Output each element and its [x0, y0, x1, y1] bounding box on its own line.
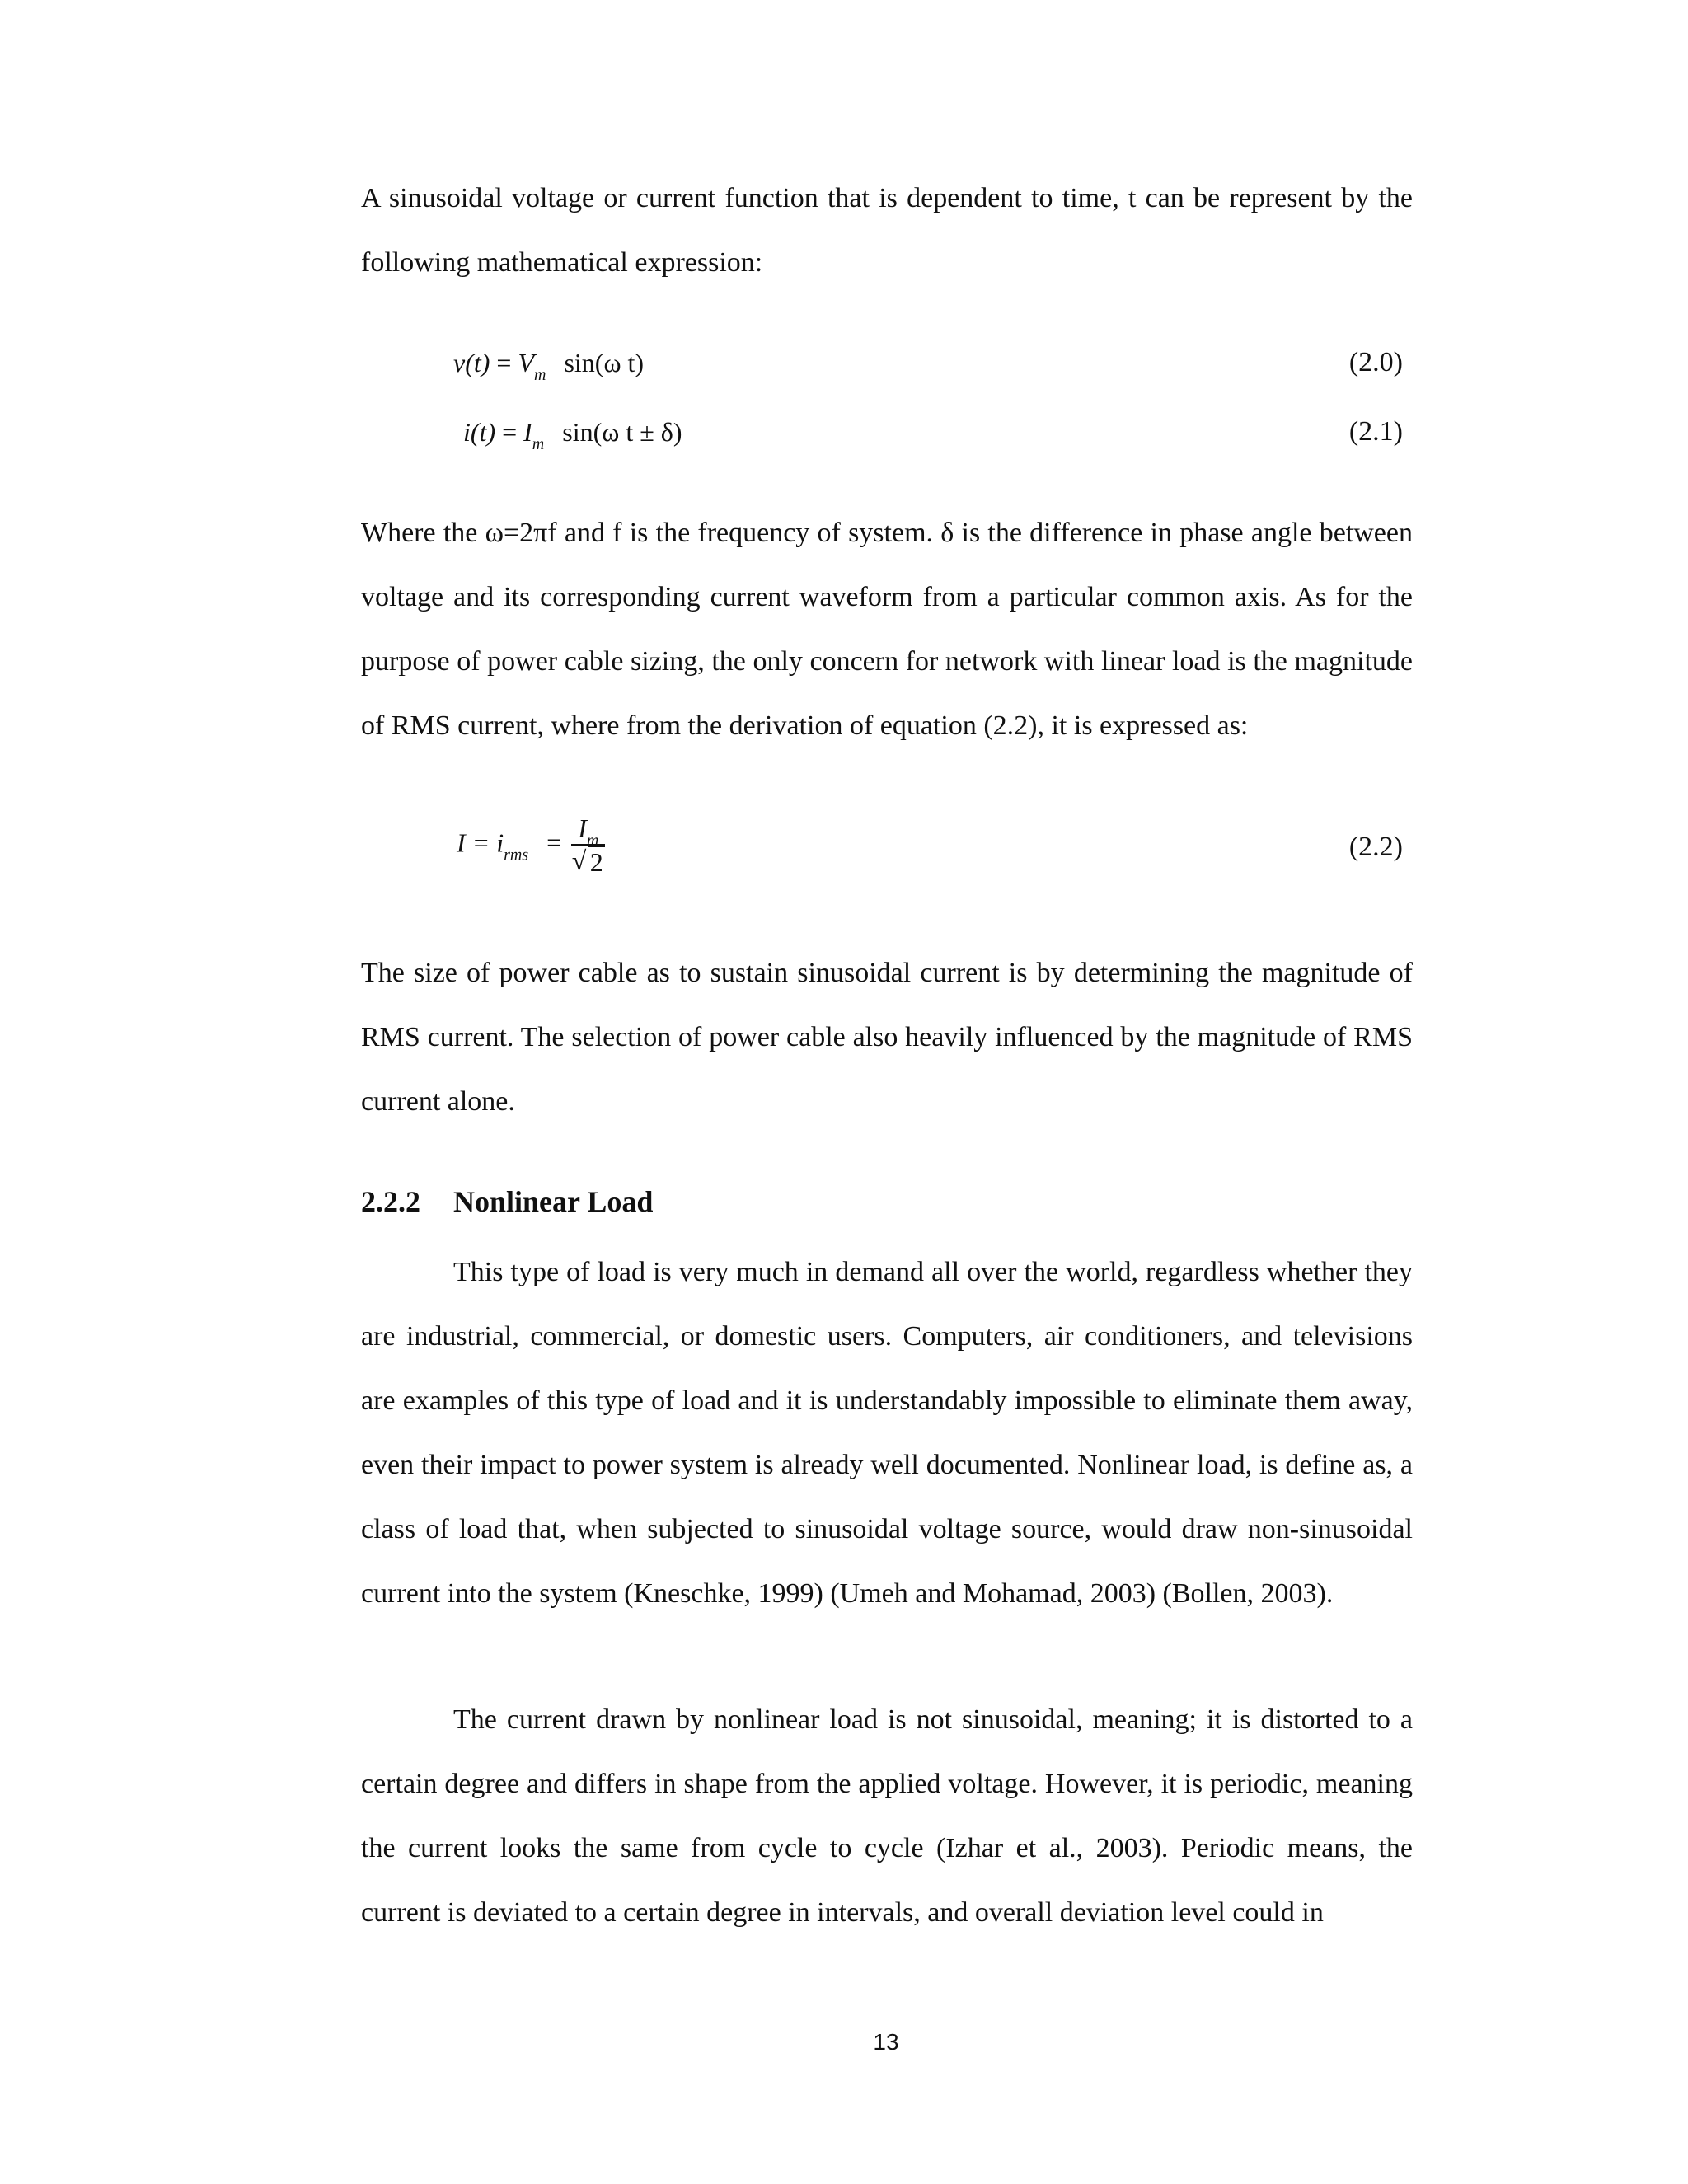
equation-lhs: i(t) [463, 417, 496, 447]
equation-number: (2.2) [1348, 832, 1403, 862]
fraction [571, 813, 605, 879]
equation-lhs: v(t) [453, 348, 490, 377]
fraction-numerator-sub: m [586, 832, 599, 850]
square-root: √ 2 [571, 846, 603, 877]
equation-rhs-var: I [523, 417, 532, 447]
page-number: 13 [873, 2029, 899, 2055]
section-heading [361, 1185, 653, 1218]
equation-lhs-sub: rms [504, 846, 529, 865]
fraction-denominator: 2 [589, 847, 603, 877]
section-number: 2.2.2 [361, 1185, 420, 1218]
size-paragraph: The size of power cable as to sustain sinusoidal current is by determining the magnitude of RMS current. The selection of power cable also heavily influenced by the magnitude of RMS current alone. [361, 958, 1413, 1117]
equation-2-2: $I = i_{rms}$ = $I_m$ √ 2 [457, 813, 605, 879]
equation-rhs-fn: sin(ω t) [564, 348, 645, 377]
equation-2-1: $i(t) = I_m$ sin(ω t ± δ) [463, 417, 682, 453]
nonlinear-paragraph-1: This type of load is very much in demand all over the world, regardless whether they are industrial, commercial, or domestic users. Computers, air conditioners, and televisions are examples of this type of load and it is understandably impossible to eliminate them away, even their impact to power system is already well documented. Nonlinear load, is define as, a class of load that, when subjected to sinusoidal voltage source, would draw non-sinusoidal current into the system (Kneschke, 1999) (Umeh and Mohamad, 2003) (Bollen, 2003). [361, 1257, 1413, 1609]
equation-rhs-var: V [518, 348, 534, 377]
equation-rhs-sub: m [534, 366, 546, 384]
intro-paragraph: A sinusoidal voltage or current function that is dependent to time, t can be represent by the following mathematical expression: [361, 183, 1413, 278]
fraction-numerator: I [578, 813, 587, 843]
nonlinear-paragraph-2: The current drawn by nonlinear load is not sinusoidal, meaning; it is distorted to a certain degree and differs in shape from the applied voltage. However, it is periodic, meaning the current looks the same from cycle to cycle (Izhar et al., 2003). Periodic means, the current is deviated to a certain degree in intervals, and overall deviation level could in [361, 1704, 1413, 1928]
section-title: Nonlinear Load [453, 1185, 654, 1218]
equation-number: (2.1) [1348, 416, 1403, 447]
equation-rhs-fn: sin(ω t ± δ) [562, 417, 682, 447]
equation-rhs-sub: m [532, 435, 545, 453]
equation-number: (2.0) [1348, 347, 1403, 377]
equation-2-0: $v(t) = V_m$ sin(ω t) [453, 348, 645, 384]
where-paragraph: Where the ω=2πf and f is the frequency of system. δ is the difference in phase angle between voltage and its corresponding current waveform from a particular common axis. As for the purpose of power cable sizing, the only concern for network with linear load is the magnitude of RMS current, where from the derivation of equation (2.2), it is expressed as: [361, 518, 1413, 741]
equation-lhs: I = i [457, 827, 504, 858]
